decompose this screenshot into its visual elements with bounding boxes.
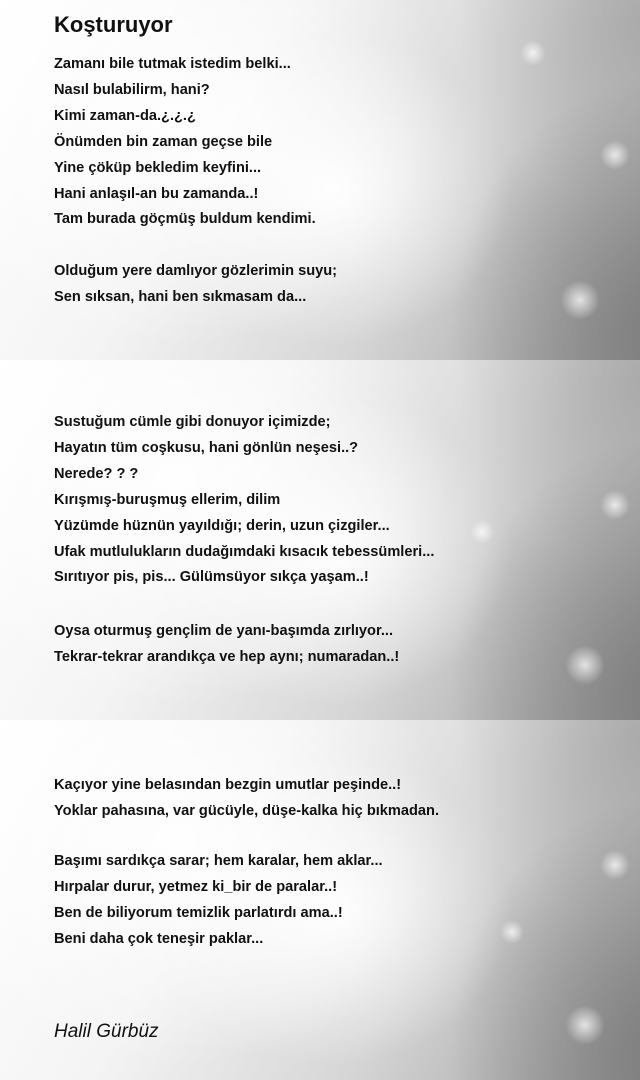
poem-panel-1 xyxy=(0,0,640,360)
poem-line: Hani anlaşıl-an bu zamanda..! xyxy=(54,185,259,202)
poem-line: Ben de biliyorum temizlik parlatırdı ama..! xyxy=(54,904,343,921)
poem-line: Olduğum yere damlıyor gözlerimin suyu; xyxy=(54,263,338,279)
poem-author: Halil Gürbüz xyxy=(54,1021,159,1042)
bokeh-light xyxy=(520,40,546,66)
poem-line: Oysa oturmuş gençlim de yanı-başımda zırlıyor... xyxy=(54,623,394,639)
poem-line: Kaçıyor yine belasından bezgin umutlar peşinde..! xyxy=(54,777,402,793)
poem-line: Beni daha çok teneşir paklar... xyxy=(54,930,264,947)
bokeh-light xyxy=(600,140,630,170)
stanza-1 xyxy=(54,52,316,233)
poem-line: Sırıtıyor pis, pis... Gülümsüyor sıkça yaşam..! xyxy=(54,569,369,586)
bokeh-light xyxy=(600,490,630,520)
poem-line: Sustuğum cümle gibi donuyor içimizde; xyxy=(54,414,331,430)
bokeh-light xyxy=(565,1005,605,1045)
poem-line: Nerede? ? ? xyxy=(54,465,139,482)
bokeh-light xyxy=(560,280,600,320)
bokeh-light xyxy=(600,850,630,880)
poem-line: Hırpalar durur, yetmez ki_bir de paralar..! xyxy=(54,878,338,895)
stanza-2 xyxy=(54,259,337,311)
bokeh-light xyxy=(565,645,605,685)
poem-panel-2 xyxy=(0,360,640,720)
bokeh-light xyxy=(500,920,524,944)
bokeh-light xyxy=(470,520,494,544)
poem-line: Yine çöküp bekledim keyfini... xyxy=(54,159,262,176)
poem-panel-3 xyxy=(0,720,640,1080)
poem-line: Yoklar pahasına, var gücüyle, düşe-kalka hiç bıkmadan. xyxy=(54,802,439,819)
poem-line: Tam burada göçmüş buldum kendimi. xyxy=(54,211,316,228)
stanza-4 xyxy=(54,619,399,671)
poem-line: Sen sıksan, hani ben sıkmasam da... xyxy=(54,288,307,305)
poem-title: Koşturuyor xyxy=(54,12,173,37)
poem-line: Önümden bin zaman geçse bile xyxy=(54,133,273,150)
poem-line: Yüzümde hüznün yayıldığı; derin, uzun çizgiler... xyxy=(54,517,390,534)
stanza-5 xyxy=(54,773,439,825)
poem-line: Kırışmış-buruşmuş ellerim, dilim xyxy=(54,491,281,508)
poem-line: Başımı sardıkça sarar; hem karalar, hem aklar... xyxy=(54,853,383,869)
poem-line: Hayatın tüm coşkusu, hani gönlün neşesi..? xyxy=(54,439,359,456)
stanza-6 xyxy=(54,849,383,953)
poem-line: Tekrar-tekrar arandıkça ve hep aynı; numaradan..! xyxy=(54,648,400,665)
poem-line: Zamanı bile tutmak istedim belki... xyxy=(54,56,291,72)
poem-line: Kimi zaman-da.¿.¿.¿ xyxy=(54,107,196,124)
stanza-3 xyxy=(54,410,434,591)
poem-line: Ufak mutlulukların dudağımdaki kısacık tebessümleri... xyxy=(54,543,435,560)
poem-line: Nasıl bulabilirm, hani? xyxy=(54,81,210,98)
